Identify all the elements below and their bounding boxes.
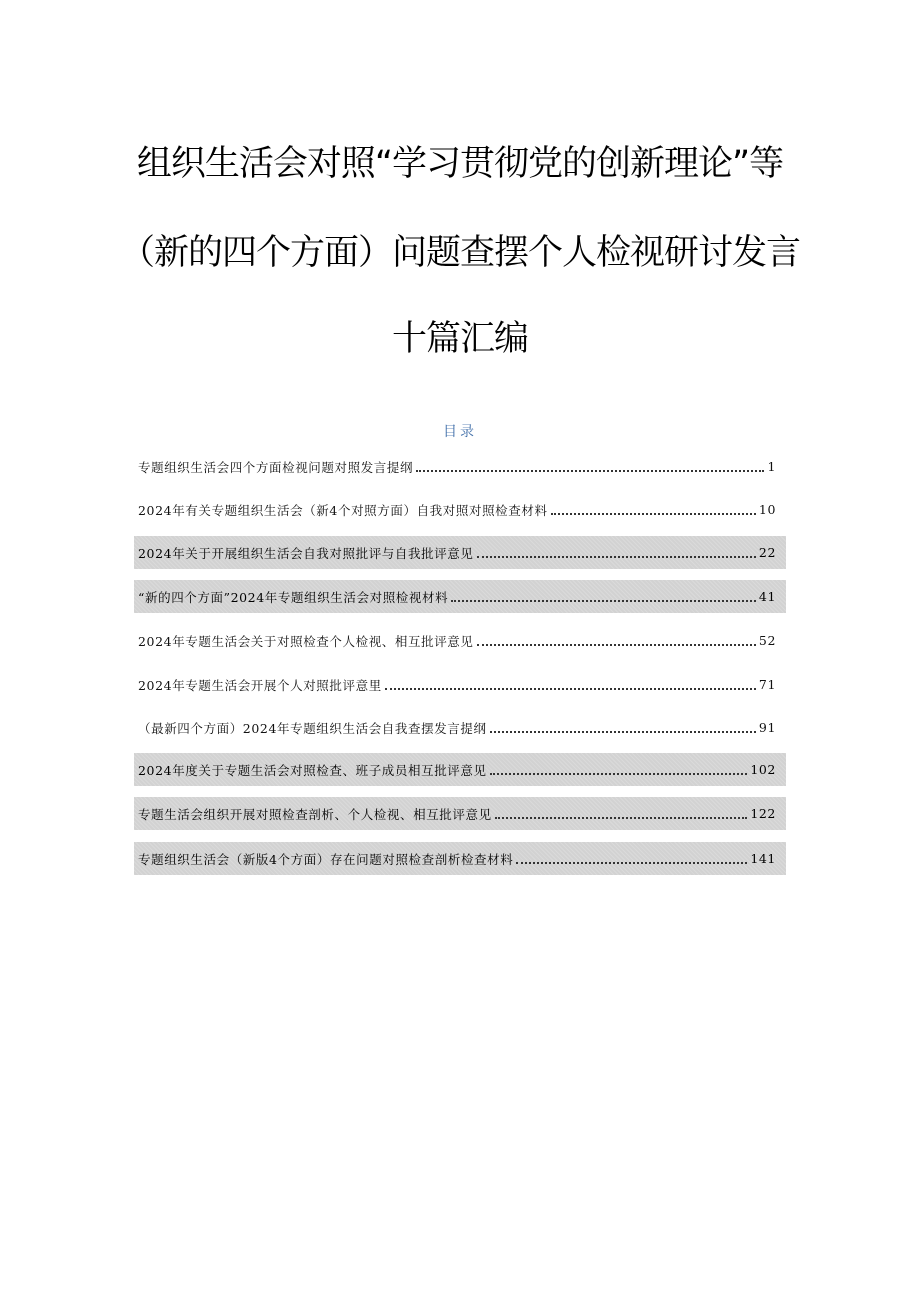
toc-entry[interactable] (134, 580, 786, 613)
toc-entry-page-number: 91 (758, 720, 776, 735)
toc-entry-page-number: 102 (750, 762, 776, 777)
toc-entry[interactable] (134, 668, 786, 701)
toc-heading: 目录 (443, 424, 477, 440)
toc-entry[interactable] (134, 797, 786, 830)
toc-dot-leader (551, 501, 756, 515)
toc-entry-title: 2024年度关于专题生活会对照检查、班子成员相互批评意见 (138, 762, 487, 778)
toc-entry-title: 2024年关于开展组织生活会自我对照批评与自我批评意见 (138, 545, 474, 561)
toc-entry[interactable] (134, 450, 786, 483)
toc-dot-leader (490, 719, 756, 733)
toc-entry-page-number: 141 (750, 851, 776, 866)
toc-entry[interactable] (134, 536, 786, 569)
toc-entry-page-number: 122 (750, 806, 776, 821)
toc-entry-title: （最新四个方面）2024年专题组织生活会自我查摆发言提纲 (138, 720, 487, 736)
toc-dot-leader (495, 805, 748, 819)
toc-dot-leader (490, 761, 748, 775)
toc-entry-title: 专题生活会组织开展对照检查剖析、个人检视、相互批评意见 (138, 806, 492, 822)
toc-entry[interactable] (134, 753, 786, 786)
toc-entry-page-number: 1 (767, 459, 776, 474)
toc-entry[interactable] (134, 624, 786, 657)
toc-entry[interactable] (134, 493, 786, 526)
toc-dot-leader (477, 544, 756, 558)
toc-entry-title: 2024年专题生活会关于对照检查个人检视、相互批评意见 (138, 633, 474, 649)
toc-entry-page-number: 22 (758, 545, 776, 560)
toc-dot-leader (516, 850, 747, 864)
toc-entry-page-number: 10 (758, 502, 776, 517)
document-title-line-2: （新的四个方面）问题查摆个人检视研讨发言 (119, 233, 800, 273)
toc-entry[interactable] (134, 842, 786, 875)
toc-dot-leader (451, 588, 756, 602)
toc-dot-leader (416, 458, 764, 472)
toc-entry-title: 专题组织生活会（新版4个方面）存在问题对照检查剖析检查材料 (138, 851, 514, 867)
toc-dot-leader (385, 676, 756, 690)
toc-entry-page-number: 52 (758, 633, 776, 648)
document-title-line-3: 十篇汇编 (391, 319, 528, 359)
toc-entry-title: 专题组织生活会四个方面检视问题对照发言提纲 (138, 459, 414, 475)
toc-dot-leader (477, 632, 756, 646)
toc-entry-page-number: 41 (758, 589, 776, 604)
toc-entry[interactable] (134, 711, 786, 744)
toc-entry-title: “新的四个方面”2024年专题组织生活会对照检视材料 (138, 589, 449, 605)
toc-entry-title: 2024年有关专题组织生活会（新4个对照方面）自我对照对照检查材料 (138, 502, 548, 518)
document-title-line-1: 组织生活会对照“学习贯彻党的创新理论”等 (136, 144, 784, 184)
toc-entry-page-number: 71 (758, 677, 776, 692)
toc-entry-title: 2024年专题生活会开展个人对照批评意里 (138, 677, 382, 693)
